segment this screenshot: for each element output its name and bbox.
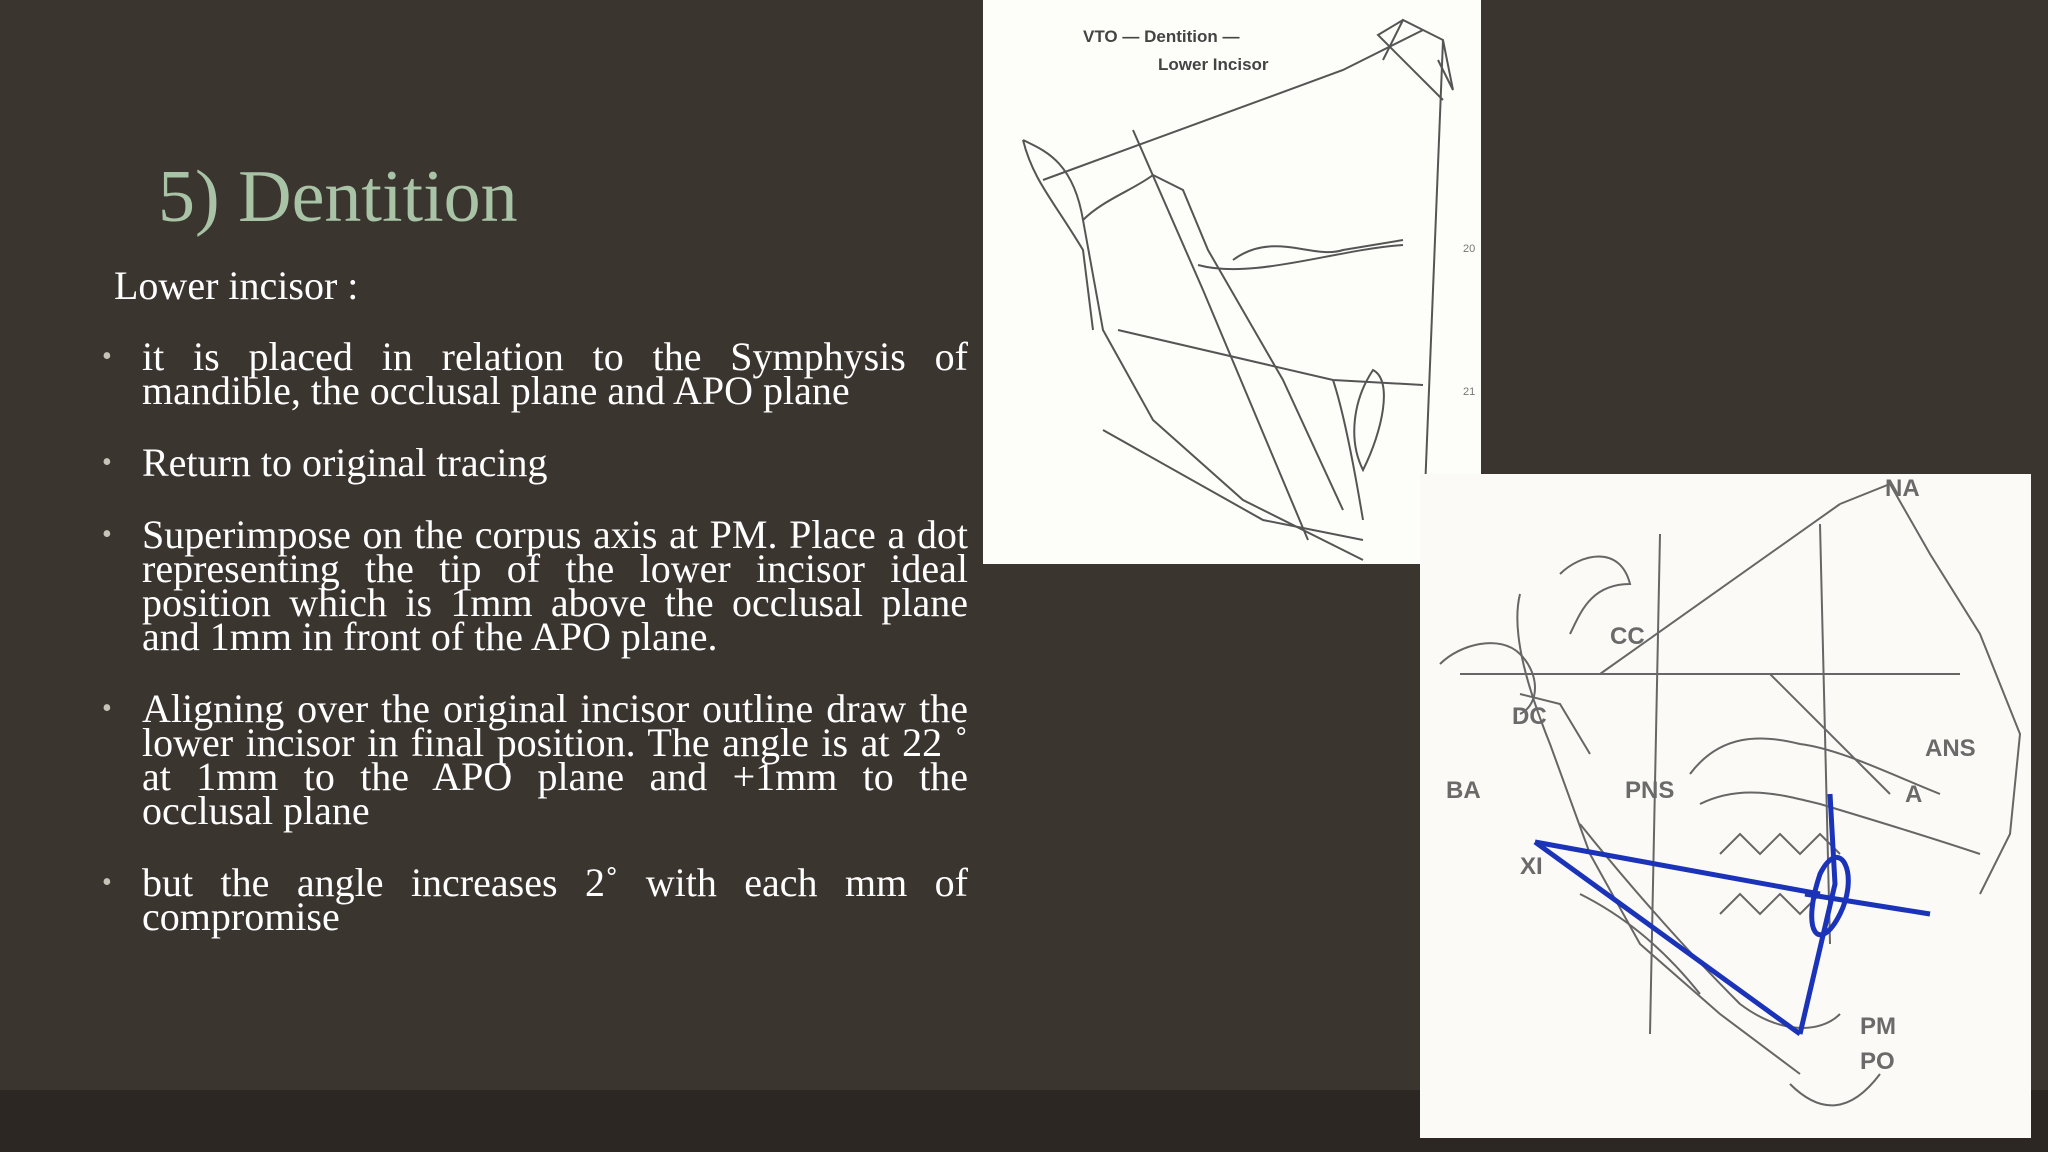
vto-caption-line1: VTO — Dentition — (1083, 27, 1240, 46)
bullet-text: Aligning over the original incisor outline draw the lower incisor in final position. The angle is at 22 ˚ at 1mm to the APO plane and +1mm to the occlusal plane (142, 686, 968, 833)
label-na: NA (1885, 475, 1920, 502)
vto-tracing-drawing (983, 0, 1481, 564)
bullet-list (100, 334, 968, 972)
lower-incisor-overlay (1535, 794, 1930, 1034)
bullet-item (100, 860, 968, 939)
vto-side-label: 21 (1463, 386, 1476, 398)
label-po: PO (1860, 1048, 1895, 1075)
slide-title: 5) Dentition (158, 156, 518, 238)
bullet-icon: • (102, 519, 112, 550)
cephalometric-drawing (1420, 474, 2031, 1138)
bullet-icon: • (102, 867, 112, 898)
bullet-item (100, 686, 968, 833)
bullet-icon: • (102, 693, 112, 724)
bullet-text: Return to original tracing (142, 440, 548, 485)
bullet-icon: • (102, 341, 112, 372)
bullet-text: Superimpose on the corpus axis at PM. Place a dot representing the tip of the lower incisor ideal position which is 1mm above the occlusal plane and 1mm in front of the APO plane. (142, 512, 968, 659)
label-cc: CC (1610, 623, 1645, 650)
label-ba: BA (1446, 777, 1481, 804)
label-dc: DC (1512, 703, 1547, 730)
label-pns: PNS (1625, 777, 1675, 804)
vto-caption-line2: Lower Incisor (1158, 55, 1269, 74)
bullet-item (100, 512, 968, 659)
bullet-item (100, 440, 968, 485)
cephalometric-tracing-figure (1420, 474, 2031, 1138)
bullet-item (100, 334, 968, 413)
label-ans: ANS (1925, 735, 1976, 762)
label-xi: XI (1520, 853, 1543, 880)
slide-subtitle: Lower incisor : (114, 263, 359, 308)
bullet-text: but the angle increases 2˚ with each mm of compromise (142, 860, 968, 939)
label-pm: PM (1860, 1013, 1896, 1040)
bullet-icon: • (102, 447, 112, 478)
label-a: A (1905, 781, 1923, 808)
vto-side-label: 20 (1463, 243, 1476, 255)
bullet-text: it is placed in relation to the Symphysis of mandible, the occlusal plane and APO plane (142, 334, 968, 413)
vto-tracing-figure (983, 0, 1481, 564)
